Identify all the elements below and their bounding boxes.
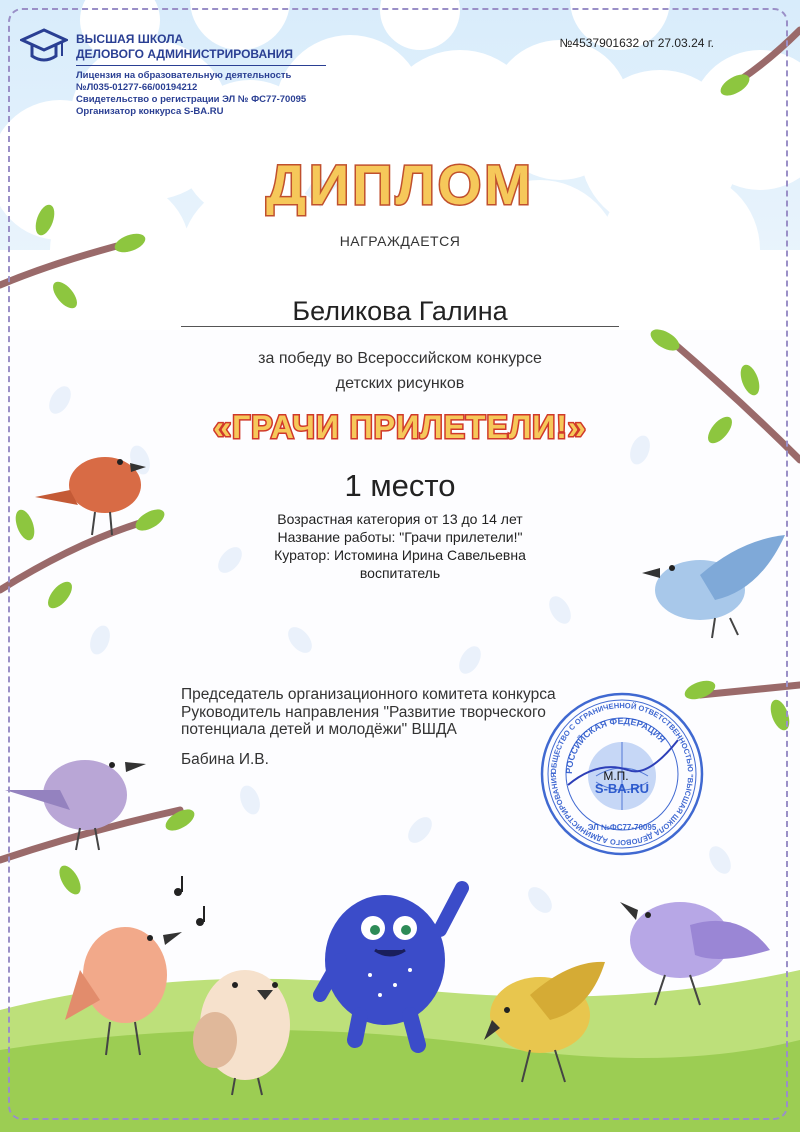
signatory-title-line2: Руководитель направления "Развитие творческого (181, 703, 546, 721)
diploma-title-text: ДИПЛОМ (266, 153, 534, 216)
contest-organizer: Организатор конкурса S-BA.RU (76, 106, 224, 117)
recipient-underline (181, 326, 619, 327)
recipient-name: Беликова Галина (292, 296, 508, 326)
awarded-label: НАГРАЖДАЕТСЯ (339, 233, 461, 249)
award-reason (0, 346, 800, 396)
signatory-name: Бабина И.В. (181, 751, 269, 768)
contest-title-art (0, 400, 800, 450)
stamp-reg-text: ЭЛ №ФС77-70095 (587, 823, 657, 832)
stamp-site-text: S-BA.RU (594, 781, 650, 796)
diploma-title-art (0, 152, 800, 222)
work-title: Название работы: "Грачи прилетели!" (277, 529, 523, 545)
organization-name (76, 32, 293, 62)
official-stamp (538, 690, 706, 858)
signatory-block (181, 686, 556, 739)
curator: Куратор: Истомина Ирина Савельевна (274, 547, 526, 563)
signatory-title-line1: Председатель организационного комитета конкурса (181, 686, 556, 703)
place-award: 1 место (344, 468, 456, 503)
award-details (0, 510, 800, 582)
age-category: Возрастная категория от 13 до 14 лет (277, 511, 523, 527)
award-reason-line1: за победу во Всероссийском конкурсе (258, 350, 542, 367)
stamp-mp-text: М.П. (603, 769, 629, 783)
stamp-country-text: РОССИЙСКАЯ ФЕДЕРАЦИЯ (563, 715, 668, 775)
registration-certificate: Свидетельство о регистрации ЭЛ № ФС77-70095 (76, 94, 307, 105)
organization-name-line2: ДЕЛОВОГО АДМИНИСТРИРОВАНИЯ (76, 47, 294, 61)
contest-title (0, 400, 800, 455)
license-text: Лицензия на образовательную деятельность (76, 70, 292, 81)
organization-name-line1: ВЫСШАЯ ШКОЛА (76, 32, 184, 46)
diploma-title (0, 152, 800, 227)
logo-divider (76, 65, 326, 66)
license-number: №Л035-01277-66/00194212 (76, 82, 198, 93)
document-number: №4537901632 от 27.03.24 г. (559, 36, 714, 50)
contest-title-text: «ГРАЧИ ПРИЛЕТЕЛИ!» (213, 409, 587, 445)
award-reason-line2: детских рисунков (335, 375, 465, 392)
curator-position: воспитатель (359, 565, 441, 581)
stamp-outer-text: ОБЩЕСТВО С ОГРАНИЧЕННОЙ ОТВЕТСТВЕННОСТЬЮ "ВЫСШАЯ ШКОЛА ДЕЛОВОГО АДМИНИСТРИРОВАНИЯ (548, 700, 696, 848)
signatory-title-line3: потенциала детей и молодёжи" ВШДА (181, 721, 457, 738)
graduation-cap-icon (20, 26, 68, 68)
organization-credentials (76, 70, 306, 118)
